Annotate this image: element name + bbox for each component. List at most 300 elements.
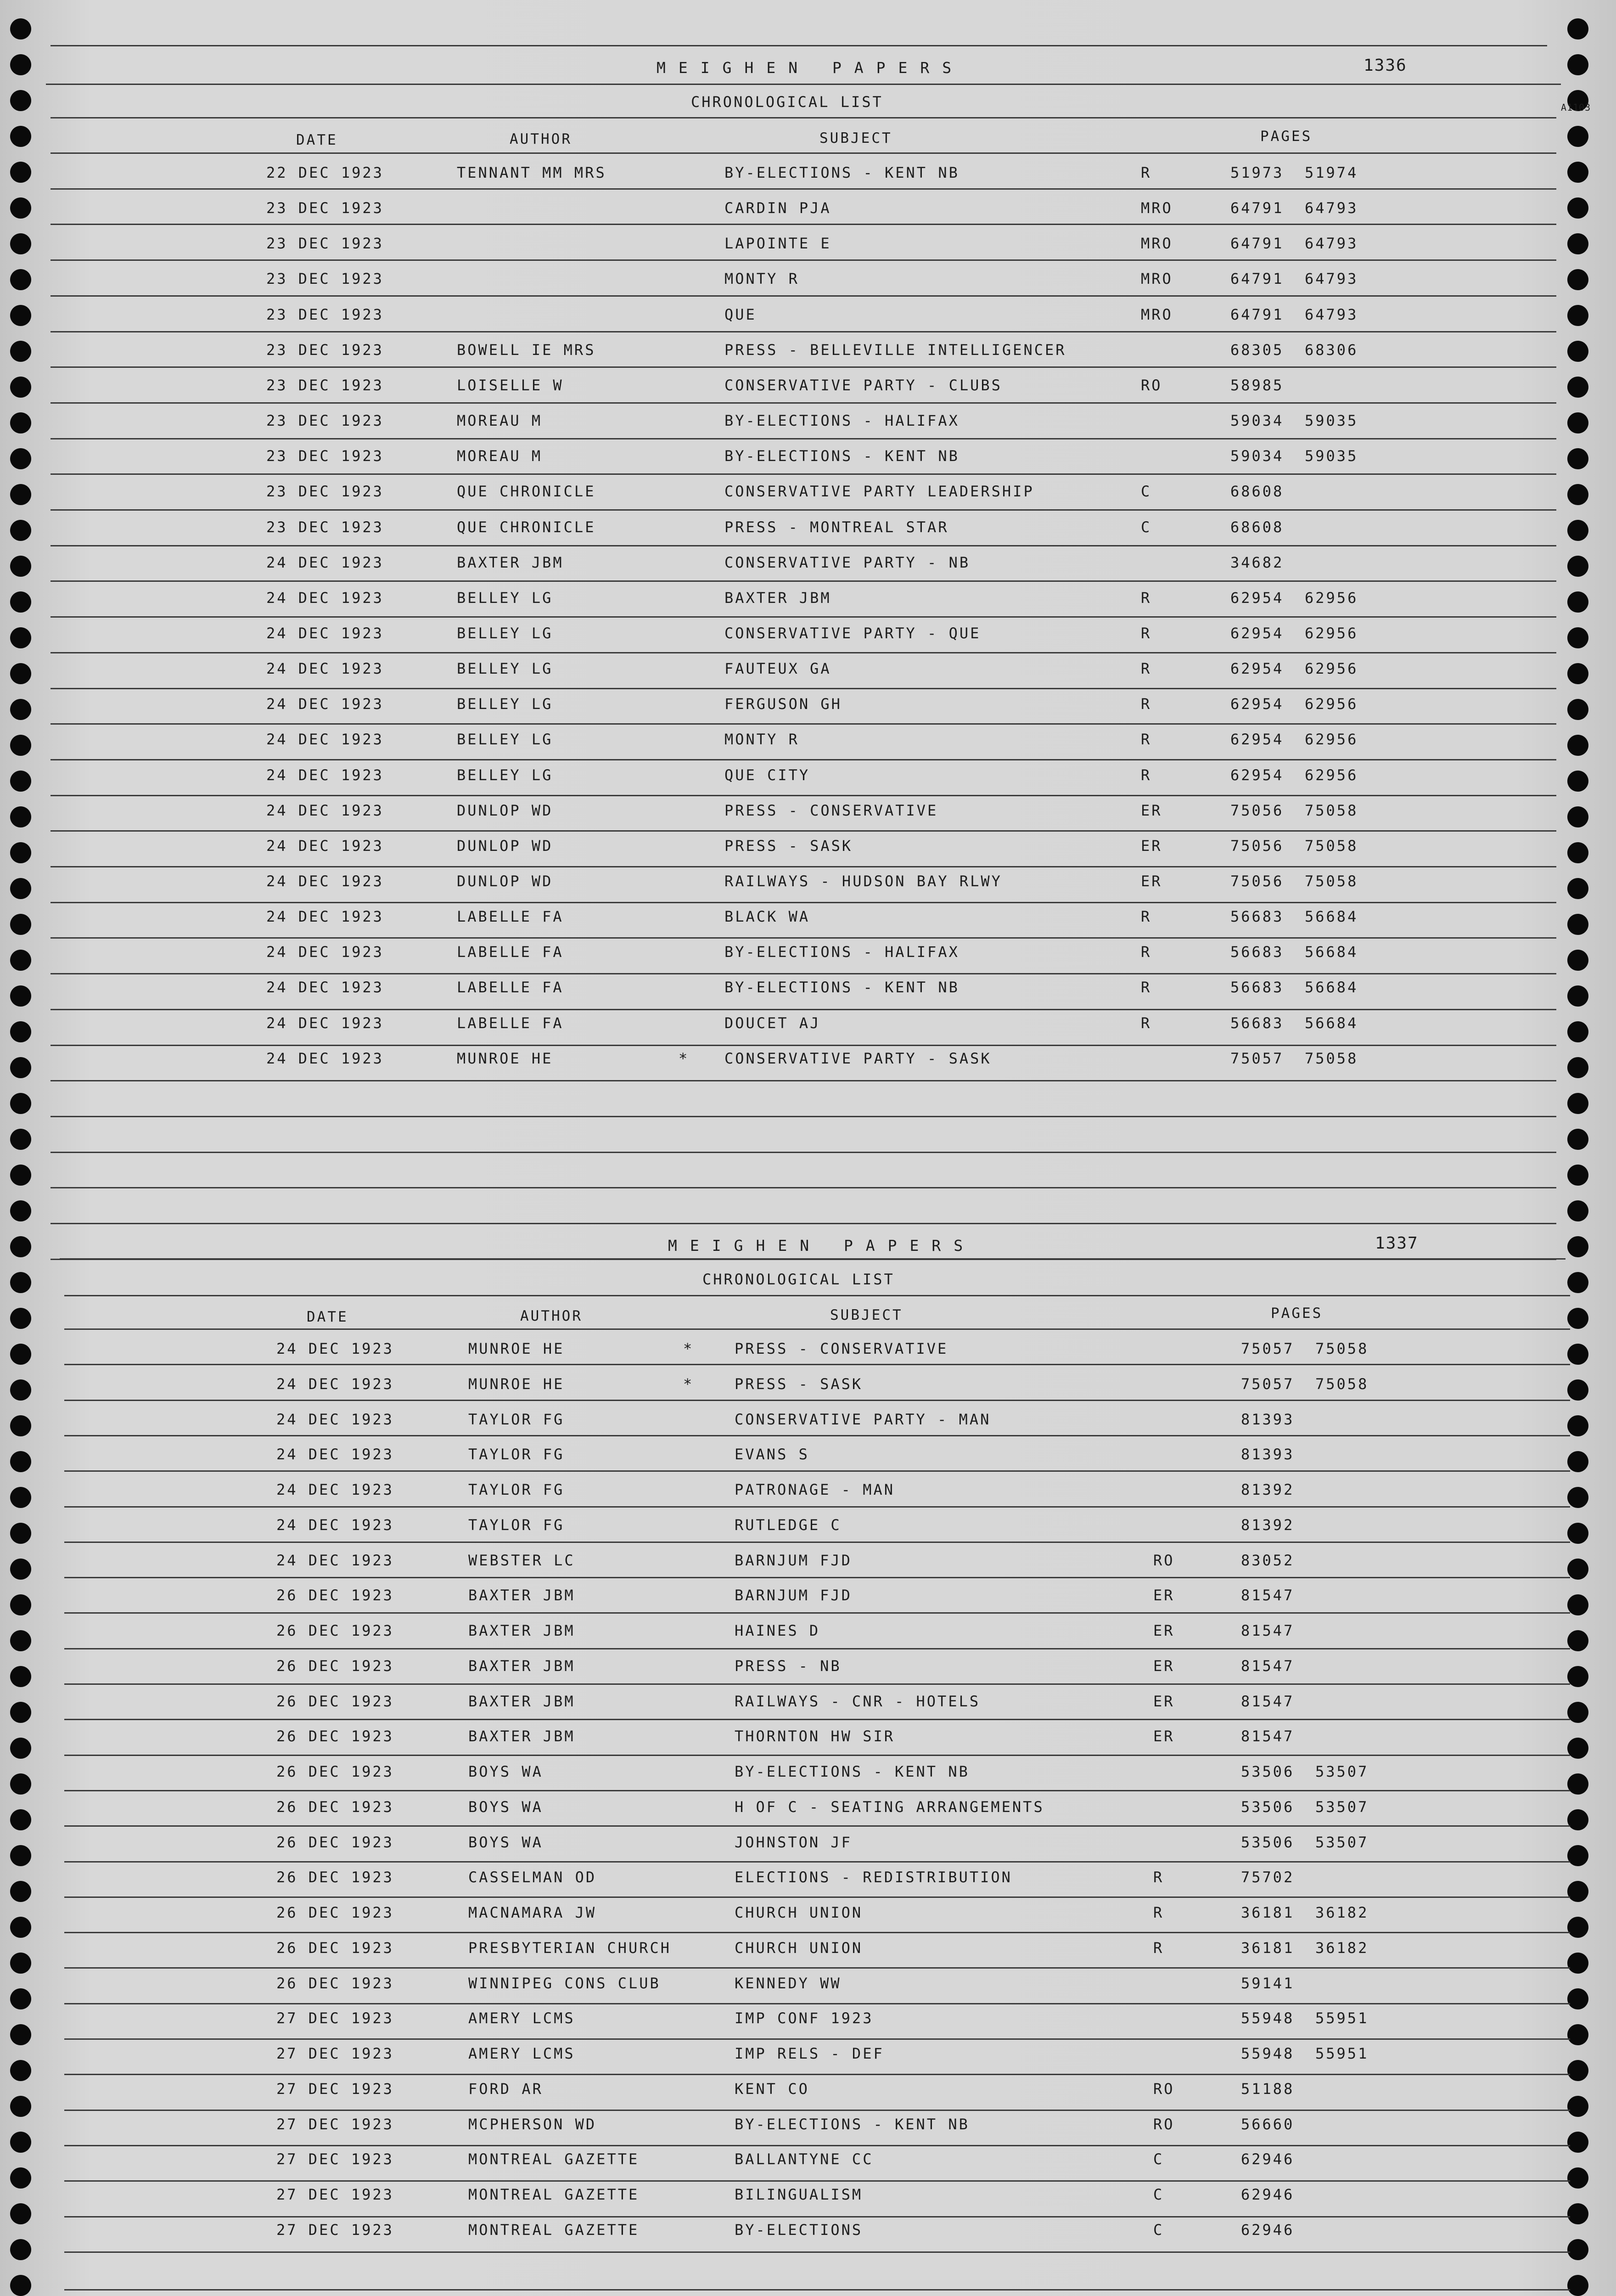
cell-author: DUNLOP WD	[457, 872, 553, 890]
cell-subject: CONSERVATIVE PARTY LEADERSHIP	[724, 483, 1034, 501]
cell-p1: 55948	[1241, 2009, 1295, 2027]
cell-p1: 81547	[1241, 1728, 1295, 1745]
table-row	[0, 2116, 1616, 2143]
table-row	[0, 2221, 1616, 2249]
cell-code: RO	[1153, 2080, 1175, 2098]
cell-subject: BY-ELECTIONS - HALIFAX	[724, 412, 960, 430]
header-pages: PAGES	[1260, 128, 1313, 145]
feed-hole	[10, 90, 31, 111]
cell-author: LABELLE FA	[457, 908, 564, 926]
archive-reference: A1103	[1561, 102, 1591, 113]
cell-code: MRO	[1141, 199, 1173, 217]
table-row	[0, 164, 1616, 191]
cell-p1: 53506	[1241, 1763, 1295, 1780]
cell-subject: QUE CITY	[724, 766, 810, 784]
cell-author: LABELLE FA	[457, 979, 564, 996]
feed-hole	[1567, 126, 1588, 147]
table-row	[0, 1693, 1616, 1720]
cell-p1: 56683	[1230, 979, 1284, 996]
cell-subject: LAPOINTE E	[724, 235, 831, 253]
sheet-title: MEIGHEN PAPERS	[656, 59, 965, 77]
cell-p2: 75058	[1315, 1375, 1369, 1393]
cell-author: TAYLOR FG	[468, 1446, 565, 1463]
cell-subject: BY-ELECTIONS - KENT NB	[724, 447, 960, 465]
cell-date: 24 DEC 1923	[276, 1410, 394, 1428]
cell-date: 24 DEC 1923	[276, 1446, 394, 1463]
cell-subject: CHURCH UNION	[735, 1904, 863, 1921]
cell-code: R	[1153, 1904, 1164, 1921]
cell-author: LABELLE FA	[457, 1014, 564, 1032]
cell-code: ER	[1153, 1657, 1175, 1675]
cell-subject: RAILWAYS - HUDSON BAY RLWY	[724, 872, 1002, 890]
table-row	[0, 2045, 1616, 2072]
cell-subject: BY-ELECTIONS - KENT NB	[724, 979, 960, 996]
cell-date: 24 DEC 1923	[266, 872, 384, 890]
ruled-line	[50, 902, 1556, 903]
table-row	[0, 625, 1616, 652]
cell-code: C	[1141, 518, 1152, 536]
table-row	[0, 802, 1616, 829]
cell-p1: 81392	[1241, 1516, 1295, 1534]
cell-subject: CHURCH UNION	[735, 1939, 863, 1957]
cell-subject: BARNJUM FJD	[735, 1551, 852, 1569]
cell-date: 27 DEC 1923	[276, 2080, 394, 2098]
ruled-line	[64, 2038, 1570, 2040]
cell-p2: 62956	[1305, 766, 1358, 784]
ruled-line	[64, 2003, 1570, 2004]
cell-subject: BY-ELECTIONS - KENT NB	[724, 164, 960, 181]
table-row	[0, 1657, 1616, 1685]
feed-hole	[1567, 54, 1588, 75]
feed-hole	[1567, 1272, 1588, 1293]
ruled-line	[64, 2180, 1570, 2182]
cell-code: MRO	[1141, 305, 1173, 323]
cell-p1: 75057	[1230, 1049, 1284, 1067]
cell-code: ER	[1153, 1622, 1175, 1639]
cell-subject: QUE	[724, 305, 757, 323]
ruled-line	[50, 1223, 1556, 1224]
cell-code: R	[1153, 1939, 1164, 1957]
ruled-line	[64, 2251, 1570, 2253]
cell-author: AMERY LCMS	[468, 2009, 575, 2027]
cell-date: 24 DEC 1923	[266, 731, 384, 748]
feed-hole	[10, 1093, 31, 1114]
cell-p1: 81392	[1241, 1481, 1295, 1498]
cell-p1: 58985	[1230, 376, 1284, 394]
cell-p2: 62956	[1305, 660, 1358, 678]
table-row	[0, 589, 1616, 617]
cell-p1: 75056	[1230, 872, 1284, 890]
cell-date: 27 DEC 1923	[276, 2045, 394, 2062]
table-row	[0, 1050, 1616, 1077]
cell-date: 24 DEC 1923	[276, 1375, 394, 1393]
table-row	[0, 2186, 1616, 2213]
cell-subject: BY-ELECTIONS - KENT NB	[735, 2115, 970, 2133]
cell-p2: 53507	[1315, 1798, 1369, 1816]
cell-date: 26 DEC 1923	[276, 1904, 394, 1921]
ruled-line	[64, 1967, 1570, 1969]
table-row	[0, 1411, 1616, 1438]
cell-p1: 55948	[1241, 2045, 1295, 2062]
cell-p1: 62946	[1241, 2186, 1295, 2203]
cell-p1: 59141	[1241, 1974, 1295, 1992]
cell-code: MRO	[1141, 270, 1173, 288]
cell-code: C	[1153, 2221, 1164, 2239]
cell-date: 27 DEC 1923	[276, 2221, 394, 2239]
cell-subject: BARNJUM FJD	[735, 1587, 852, 1604]
cell-subject: CONSERVATIVE PARTY - MAN	[735, 1410, 991, 1428]
cell-p1: 81547	[1241, 1622, 1295, 1639]
cell-code: C	[1153, 2150, 1164, 2168]
cell-date: 26 DEC 1923	[276, 1657, 394, 1675]
cell-subject: MONTY R	[724, 731, 799, 748]
ruled-line	[64, 1896, 1570, 1898]
table-row	[0, 554, 1616, 581]
cell-code: C	[1153, 2186, 1164, 2203]
list-title: CHRONOLOGICAL LIST	[691, 93, 883, 111]
ruled-line	[60, 1258, 1566, 1260]
cell-date: 23 DEC 1923	[266, 518, 384, 536]
header-subject: SUBJECT	[830, 1307, 903, 1323]
feed-hole	[1567, 1129, 1588, 1150]
cell-subject: EVANS S	[735, 1446, 809, 1463]
ruled-line	[64, 1295, 1570, 1296]
cell-code: ER	[1141, 837, 1162, 855]
cell-date: 23 DEC 1923	[266, 305, 384, 323]
cell-author: BOYS WA	[468, 1798, 543, 1816]
table-row	[0, 1446, 1616, 1473]
cell-code: R	[1153, 1868, 1164, 1886]
cell-star: *	[683, 1375, 694, 1393]
cell-code: R	[1141, 589, 1152, 607]
cell-p1: 56683	[1230, 908, 1284, 926]
cell-p1: 62954	[1230, 731, 1284, 748]
cell-p1: 51973	[1230, 164, 1284, 181]
table-row	[0, 2080, 1616, 2108]
cell-date: 26 DEC 1923	[276, 1974, 394, 1992]
cell-code: ER	[1141, 801, 1162, 819]
cell-p1: 75056	[1230, 837, 1284, 855]
cell-date: 24 DEC 1923	[266, 589, 384, 607]
cell-date: 24 DEC 1923	[266, 837, 384, 855]
cell-subject: KENNEDY WW	[735, 1974, 842, 1992]
table-row	[0, 1728, 1616, 1755]
cell-p2: 75058	[1315, 1340, 1369, 1357]
ruled-line	[50, 973, 1556, 974]
ruled-line	[64, 1328, 1570, 1330]
cell-subject: KENT CO	[735, 2080, 809, 2098]
ruled-line	[64, 2289, 1570, 2290]
ruled-line	[50, 830, 1556, 832]
cell-code: R	[1141, 695, 1152, 713]
cell-subject: CONSERVATIVE PARTY - SASK	[724, 1049, 992, 1067]
cell-subject: JOHNSTON JF	[735, 1833, 852, 1851]
cell-date: 23 DEC 1923	[266, 341, 384, 359]
table-row	[0, 235, 1616, 262]
cell-date: 24 DEC 1923	[266, 1049, 384, 1067]
feed-hole	[10, 2275, 31, 2296]
cell-author: BELLEY LG	[457, 731, 553, 748]
cell-p1: 81393	[1241, 1446, 1295, 1463]
sheet-page-number: 1336	[1364, 56, 1407, 75]
cell-p2: 64793	[1305, 305, 1358, 323]
cell-author: MONTREAL GAZETTE	[468, 2150, 640, 2168]
table-row	[0, 1763, 1616, 1790]
cell-p1: 62954	[1230, 624, 1284, 642]
cell-star: *	[679, 1049, 690, 1067]
ruled-line	[50, 723, 1556, 725]
cell-p1: 62954	[1230, 660, 1284, 678]
cell-code: ER	[1141, 872, 1162, 890]
table-row	[0, 1516, 1616, 1544]
feed-hole	[1567, 1165, 1588, 1186]
ruled-line	[64, 1861, 1570, 1863]
table-row	[0, 412, 1616, 439]
cell-date: 24 DEC 1923	[266, 943, 384, 961]
cell-p1: 53506	[1241, 1798, 1295, 1816]
cell-p1: 64791	[1230, 235, 1284, 253]
cell-p1: 62954	[1230, 766, 1284, 784]
cell-p2: 56684	[1305, 943, 1358, 961]
table-row	[0, 979, 1616, 1006]
cell-author: WINNIPEG CONS CLUB	[468, 1974, 661, 1992]
cell-author: BAXTER JBM	[468, 1657, 575, 1675]
cell-subject: MONTY R	[724, 270, 799, 288]
cell-date: 24 DEC 1923	[276, 1340, 394, 1357]
cell-date: 24 DEC 1923	[266, 1014, 384, 1032]
cell-author: TENNANT MM MRS	[457, 164, 606, 181]
cell-subject: HAINES D	[735, 1622, 820, 1639]
cell-date: 23 DEC 1923	[266, 447, 384, 465]
cell-author: BELLEY LG	[457, 660, 553, 678]
cell-p2: 53507	[1315, 1833, 1369, 1851]
cell-p2: 56684	[1305, 979, 1358, 996]
cell-date: 26 DEC 1923	[276, 1833, 394, 1851]
table-row	[0, 695, 1616, 723]
cell-p2: 64793	[1305, 199, 1358, 217]
cell-author: BELLEY LG	[457, 766, 553, 784]
cell-p1: 75056	[1230, 801, 1284, 819]
cell-code: R	[1141, 731, 1152, 748]
cell-p2: 62956	[1305, 731, 1358, 748]
cell-date: 23 DEC 1923	[266, 483, 384, 501]
table-row	[0, 518, 1616, 546]
feed-hole	[10, 1272, 31, 1293]
table-row	[0, 1622, 1616, 1649]
cell-p1: 62946	[1241, 2150, 1295, 2168]
table-row	[0, 447, 1616, 475]
cell-subject: PRESS - MONTREAL STAR	[724, 518, 949, 536]
table-row	[0, 1798, 1616, 1826]
cell-author: PRESBYTERIAN CHURCH	[468, 1939, 672, 1957]
table-row	[0, 872, 1616, 900]
cell-author: CASSELMAN OD	[468, 1868, 597, 1886]
cell-author: BOWELL IE MRS	[457, 341, 596, 359]
ruled-line	[50, 45, 1547, 46]
cell-author: BAXTER JBM	[468, 1587, 575, 1604]
cell-date: 24 DEC 1923	[266, 660, 384, 678]
cell-author: MONTREAL GAZETTE	[468, 2186, 640, 2203]
table-row	[0, 660, 1616, 687]
sheet-page-number: 1337	[1375, 1234, 1419, 1253]
cell-p2: 55951	[1315, 2045, 1369, 2062]
header-date: DATE	[296, 132, 338, 148]
ruled-line	[50, 1187, 1556, 1188]
table-row	[0, 306, 1616, 333]
feed-hole	[10, 126, 31, 147]
cell-subject: BLACK WA	[724, 908, 810, 926]
ruled-line	[50, 759, 1556, 760]
cell-p1: 62954	[1230, 695, 1284, 713]
cell-date: 26 DEC 1923	[276, 1939, 394, 1957]
cell-subject: FERGUSON GH	[724, 695, 842, 713]
cell-p1: 56683	[1230, 943, 1284, 961]
cell-date: 24 DEC 1923	[266, 766, 384, 784]
cell-author: MCPHERSON WD	[468, 2115, 597, 2133]
cell-p2: 51974	[1305, 164, 1358, 181]
cell-subject: BY-ELECTIONS - HALIFAX	[724, 943, 960, 961]
cell-author: BOYS WA	[468, 1833, 543, 1851]
feed-hole	[1567, 18, 1588, 39]
table-row	[0, 270, 1616, 298]
cell-author: DUNLOP WD	[457, 801, 553, 819]
cell-p1: 62946	[1241, 2221, 1295, 2239]
cell-subject: PRESS - SASK	[724, 837, 853, 855]
cell-code: RO	[1141, 376, 1162, 394]
cell-p2: 56684	[1305, 908, 1358, 926]
cell-author: TAYLOR FG	[468, 1410, 565, 1428]
list-title: CHRONOLOGICAL LIST	[702, 1271, 895, 1288]
cell-date: 26 DEC 1923	[276, 1798, 394, 1816]
feed-hole	[1567, 1236, 1588, 1257]
cell-date: 24 DEC 1923	[266, 801, 384, 819]
cell-date: 26 DEC 1923	[276, 1868, 394, 1886]
cell-author: LABELLE FA	[457, 943, 564, 961]
cell-date: 23 DEC 1923	[266, 412, 384, 430]
cell-subject: ELECTIONS - REDISTRIBUTION	[735, 1868, 1012, 1886]
cell-p1: 81547	[1241, 1657, 1295, 1675]
cell-subject: BALLANTYNE CC	[735, 2150, 874, 2168]
table-row	[0, 1375, 1616, 1403]
feed-hole	[1567, 2275, 1588, 2296]
cell-p1: 53506	[1241, 1833, 1295, 1851]
cell-subject: RUTLEDGE C	[735, 1516, 842, 1534]
cell-p1: 81393	[1241, 1410, 1295, 1428]
cell-p2: 62956	[1305, 695, 1358, 713]
cell-date: 26 DEC 1923	[276, 1763, 394, 1780]
ruled-line	[64, 2110, 1570, 2111]
cell-author: LOISELLE W	[457, 376, 564, 394]
cell-author: MOREAU M	[457, 447, 543, 465]
cell-date: 26 DEC 1923	[276, 1692, 394, 1710]
cell-subject: PRESS - NB	[735, 1657, 842, 1675]
cell-author: BAXTER JBM	[468, 1622, 575, 1639]
cell-p1: 59034	[1230, 447, 1284, 465]
ruled-line	[50, 1045, 1556, 1046]
cell-date: 24 DEC 1923	[266, 624, 384, 642]
table-row	[0, 908, 1616, 935]
cell-code: R	[1141, 908, 1152, 926]
cell-subject: CARDIN PJA	[724, 199, 831, 217]
feed-hole	[1567, 1200, 1588, 1221]
cell-p2: 56684	[1305, 1014, 1358, 1032]
cell-p2: 75058	[1305, 1049, 1358, 1067]
cell-star: *	[683, 1340, 694, 1357]
cell-code: R	[1141, 660, 1152, 678]
cell-date: 27 DEC 1923	[276, 2186, 394, 2203]
table-row	[0, 1481, 1616, 1508]
cell-subject: CONSERVATIVE PARTY - NB	[724, 553, 971, 571]
ruled-line	[50, 1009, 1556, 1010]
cell-p1: 56683	[1230, 1014, 1284, 1032]
cell-subject: FAUTEUX GA	[724, 660, 831, 678]
cell-p2: 59035	[1305, 412, 1358, 430]
cell-date: 23 DEC 1923	[266, 376, 384, 394]
cell-code: ER	[1153, 1692, 1175, 1710]
table-row	[0, 377, 1616, 404]
cell-code: R	[1141, 624, 1152, 642]
cell-code: R	[1141, 766, 1152, 784]
cell-author: FORD AR	[468, 2080, 543, 2098]
cell-subject: BY-ELECTIONS - KENT NB	[735, 1763, 970, 1780]
cell-author: MUNROE HE	[468, 1340, 565, 1357]
ruled-line	[50, 795, 1556, 796]
cell-subject: PATRONAGE - MAN	[735, 1481, 895, 1498]
cell-subject: IMP RELS - DEF	[735, 2045, 884, 2062]
table-row	[0, 2009, 1616, 2037]
cell-p1: 75057	[1241, 1340, 1295, 1357]
cell-code: RO	[1153, 1551, 1175, 1569]
ruled-line	[50, 866, 1556, 867]
feed-hole	[1567, 1308, 1588, 1329]
cell-p1: 34682	[1230, 553, 1284, 571]
cell-p1: 59034	[1230, 412, 1284, 430]
table-row	[0, 1868, 1616, 1896]
table-row	[0, 1587, 1616, 1614]
ruled-line	[50, 152, 1556, 154]
cell-p1: 36181	[1241, 1939, 1295, 1957]
table-row	[0, 1552, 1616, 1579]
table-row	[0, 943, 1616, 971]
cell-subject: BAXTER JBM	[724, 589, 831, 607]
cell-date: 24 DEC 1923	[266, 979, 384, 996]
cell-date: 23 DEC 1923	[266, 270, 384, 288]
cell-date: 24 DEC 1923	[266, 695, 384, 713]
cell-author: QUE CHRONICLE	[457, 483, 596, 501]
table-row	[0, 199, 1616, 227]
feed-hole	[10, 1165, 31, 1186]
cell-subject: THORNTON HW SIR	[735, 1728, 895, 1745]
feed-hole	[10, 1200, 31, 1221]
cell-author: BAXTER JBM	[457, 553, 564, 571]
cell-p2: 68306	[1305, 341, 1358, 359]
cell-author: QUE CHRONICLE	[457, 518, 596, 536]
cell-code: ER	[1153, 1728, 1175, 1745]
ruled-line	[50, 652, 1556, 653]
table-row	[0, 731, 1616, 758]
cell-p1: 56660	[1241, 2115, 1295, 2133]
cell-date: 26 DEC 1923	[276, 1622, 394, 1639]
ruled-line	[46, 84, 1561, 85]
cell-author: MONTREAL GAZETTE	[468, 2221, 640, 2239]
cell-code: ER	[1153, 1587, 1175, 1604]
cell-p2: 62956	[1305, 589, 1358, 607]
cell-code: R	[1141, 164, 1152, 181]
feed-hole	[10, 1236, 31, 1257]
table-row	[0, 837, 1616, 865]
cell-p2: 75058	[1305, 801, 1358, 819]
ruled-line	[50, 1080, 1556, 1081]
